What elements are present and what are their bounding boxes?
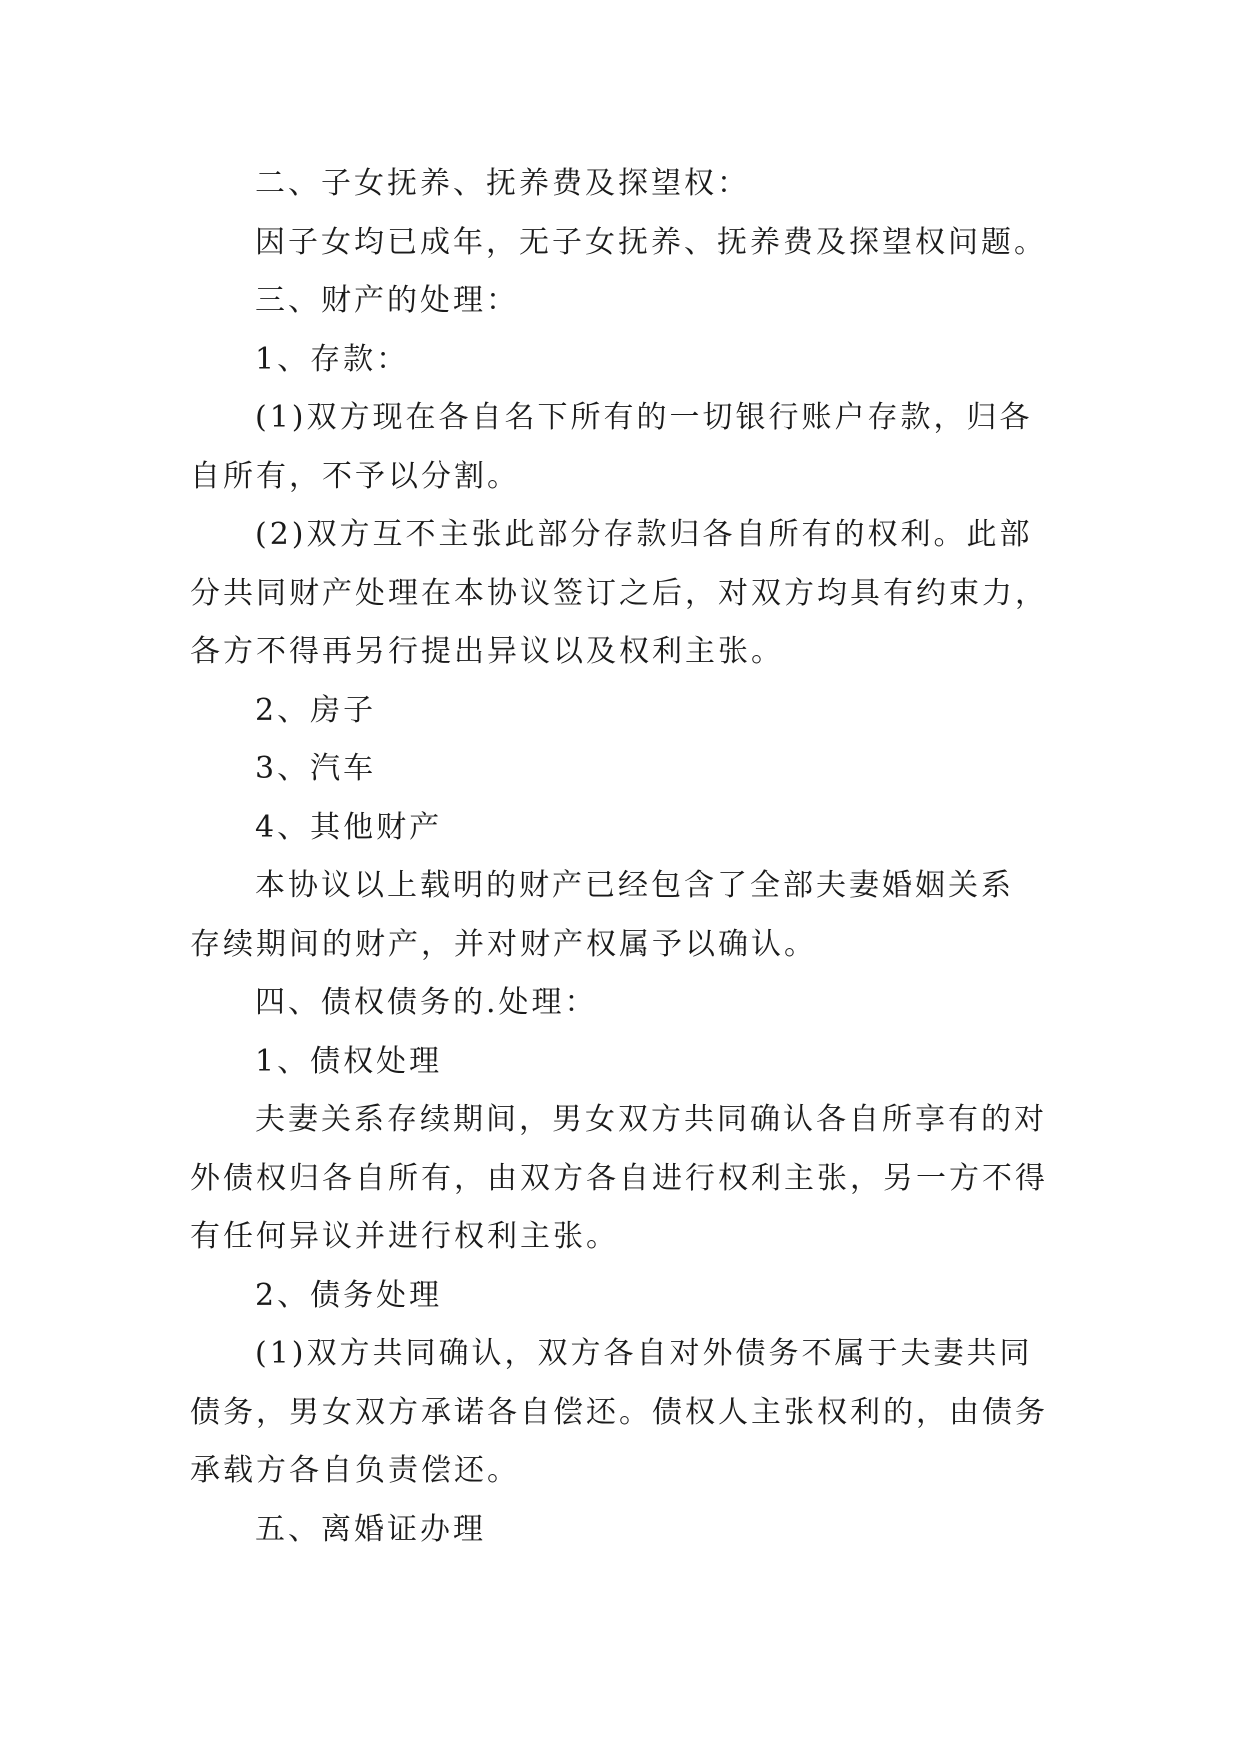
paragraph-line: 各方不得再另行提出异议以及权利主张。 (190, 634, 784, 669)
paragraph-line: (1)双方共同确认，双方各自对外债务不属于夫妻共同 (255, 1336, 1033, 1371)
paragraph-line: 承载方各自负责偿还。 (190, 1453, 520, 1488)
paragraph-line: 本协议以上载明的财产已经包含了全部夫妻婚姻关系 (255, 868, 1014, 903)
paragraph-line: 1、债权处理 (255, 1043, 443, 1079)
paragraph-line: 1、存款： (255, 341, 410, 377)
paragraph-line: 债务，男女双方承诺各自偿还。债权人主张权利的，由债务 (190, 1394, 1048, 1430)
paragraph-line: 三、财产的处理： (255, 283, 519, 318)
paragraph-line: 有任何异议并进行权利主张。 (190, 1219, 619, 1254)
paragraph-line: 2、债务处理 (255, 1277, 443, 1313)
paragraph-line: 四、债权债务的.处理： (255, 985, 598, 1020)
document-body (190, 155, 1050, 1559)
paragraph-line: 4、其他财产 (255, 809, 443, 845)
paragraph-line: 五、离婚证办理 (255, 1511, 486, 1547)
paragraph-line: (2)双方互不主张此部分存款归各自所有的权利。此部 (255, 517, 1033, 552)
paragraph-line: 二、子女抚养、抚养费及探望权： (255, 166, 750, 201)
paragraph-line: 分共同财产处理在本协议签订之后，对双方均具有约束力， (190, 575, 1048, 611)
paragraph-line: (1)双方现在各自名下所有的一切银行账户存款，归各 (255, 400, 1033, 435)
paragraph-line: 2、房子 (255, 692, 377, 728)
paragraph-line: 因子女均已成年，无子女抚养、抚养费及探望权问题。 (255, 224, 1047, 260)
paragraph-line: 自所有，不予以分割。 (190, 458, 520, 494)
paragraph-line: 3、汽车 (255, 751, 377, 786)
paragraph-line: 外债权归各自所有，由双方各自进行权利主张，另一方不得 (190, 1160, 1048, 1196)
paragraph-line: 存续期间的财产，并对财产权属予以确认。 (190, 926, 817, 962)
paragraph-line: 夫妻关系存续期间，男女双方共同确认各自所享有的对 (255, 1102, 1047, 1137)
